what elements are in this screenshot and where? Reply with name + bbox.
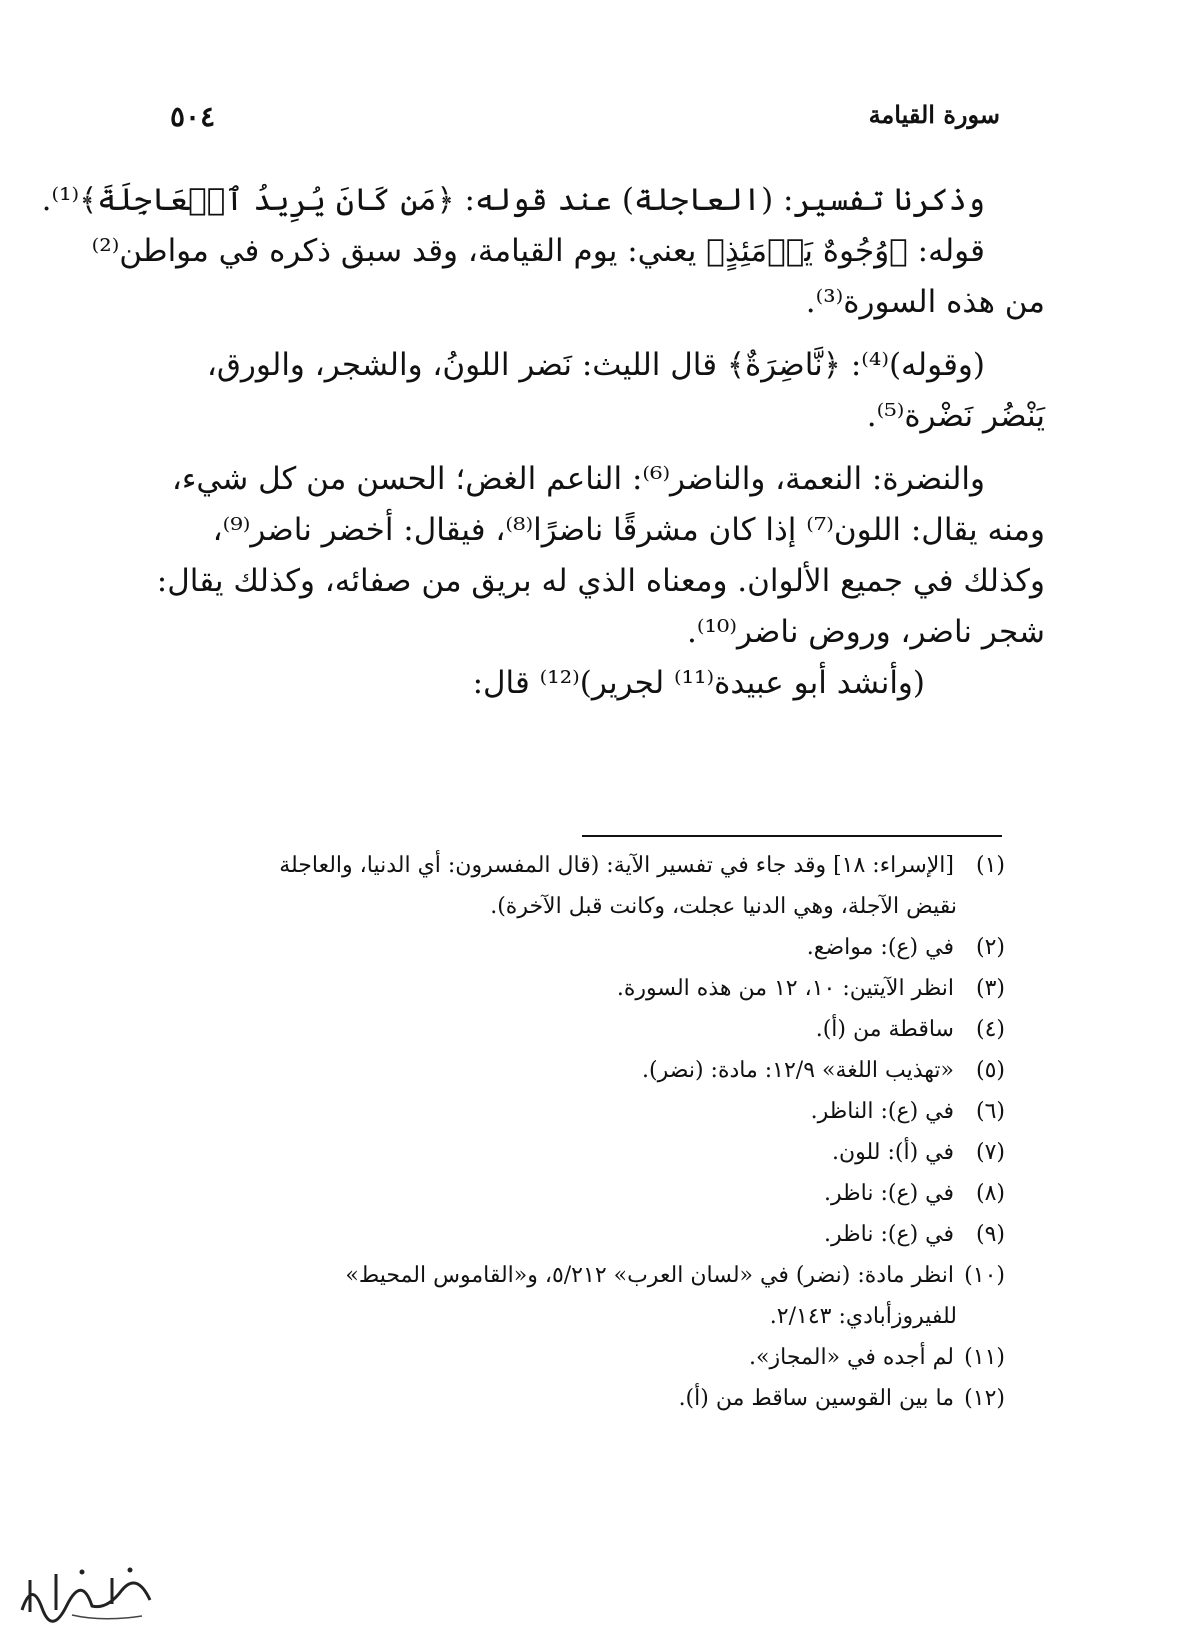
footnote-item (130, 1255, 1005, 1296)
footnote-number: (٣) (975, 976, 1005, 1001)
body-line: قوله: ﴿وُجُوهٌ يَوۡمَئِذٍ﴾ يعني: يوم القيامة، وقد سبق ذكره في مواطن⁽²⁾ (91, 233, 985, 269)
footnote-number: (٤) (975, 1017, 1005, 1042)
body-line: وذكرنا تفسير: (العاجلة) عند قوله: ﴿مَن كَانَ يُرِيدُ ٱلۡعَاجِلَةَ﴾⁽¹⁾. (41, 182, 985, 218)
footnote-divider (582, 835, 1002, 837)
calligraphy-logo-icon (12, 1560, 162, 1630)
footnote-number: (٩) (975, 1222, 1005, 1247)
footnote-continuation: للفيروزأبادي: ٢/١٤٣. (769, 1304, 957, 1329)
body-line: (وقوله)⁽⁴⁾: ﴿نَّاضِرَةٌ﴾ قال الليث: نَضر اللونُ، والشجر، والورق، (206, 347, 985, 383)
footnote-text: انظر مادة: (نضر) في «لسان العرب» ٥/٢١٢، و«القاموس المحيط» (345, 1263, 954, 1288)
footnote-item (130, 1091, 1005, 1132)
footnote-number: (١٢) (964, 1386, 1005, 1411)
footnote-item (130, 968, 1005, 1009)
footnote-text: في (ع): مواضع. (806, 935, 954, 960)
body-line: شجر ناضر، وروض ناضر⁽¹⁰⁾. (687, 614, 1045, 650)
footnote-continuation: نقيض الآجلة، وهي الدنيا عجلت، وكانت قبل الآخرة). (490, 894, 957, 919)
footnote-item (130, 927, 1005, 968)
footnote-number: (٨) (975, 1181, 1005, 1206)
footnote-text: في (أ): للون. (831, 1140, 954, 1165)
watermark-logo (12, 1560, 162, 1630)
body-line: يَنْضُر نَضْرة⁽⁵⁾. (866, 398, 1045, 434)
surah-title: سورة القيامة (868, 100, 1000, 129)
footnote-text: لم أجده في «المجاز». (749, 1345, 954, 1370)
footnote-text: ساقطة من (أ). (815, 1017, 954, 1042)
footnote-number: (٥) (975, 1058, 1005, 1083)
footnote-item (130, 1009, 1005, 1050)
footnote-item (130, 1214, 1005, 1255)
footnote-text: في (ع): ناظر. (823, 1181, 954, 1206)
footnote-item (130, 1378, 1005, 1419)
body-line: وكذلك في جميع الألوان. ومعناه الذي له بريق من صفائه، وكذلك يقال: (156, 563, 1045, 599)
footnote-number: (١١) (964, 1345, 1005, 1370)
footnote-item (130, 1337, 1005, 1378)
footnote-number: (١٠) (964, 1263, 1005, 1288)
footnote-item (130, 1050, 1005, 1091)
footnote-text: [الإسراء: ١٨] وقد جاء في تفسير الآية: (قال المفسرون: أي الدنيا، والعاجلة (279, 853, 954, 878)
footnote-number: (٢) (975, 935, 1005, 960)
footnote-number: (٧) (975, 1140, 1005, 1165)
page-number: ٥٠٤ (170, 100, 216, 133)
footnote-text: في (ع): الناظر. (810, 1099, 954, 1124)
footnote-number: (١) (975, 853, 1005, 878)
body-line: (وأنشد أبو عبيدة⁽¹¹⁾ لجرير)⁽¹²⁾ قال: (472, 665, 925, 701)
footnote-text: في (ع): ناظر. (823, 1222, 954, 1247)
footnote-text: «تهذيب اللغة» ١٢/٩: مادة: (نضر). (642, 1058, 954, 1083)
footnotes (130, 845, 1005, 1419)
footnote-item (130, 845, 1005, 886)
body-line: والنضرة: النعمة، والناضر⁽⁶⁾: الناعم الغض؛ الحسن من كل شيء، (171, 461, 985, 497)
footnote-text: ما بين القوسين ساقط من (أ). (678, 1386, 954, 1411)
footnote-item (130, 1132, 1005, 1173)
page-header (170, 100, 1000, 140)
footnote-text: انظر الآيتين: ١٠، ١٢ من هذه السورة. (616, 976, 954, 1001)
main-text (41, 175, 1045, 709)
body-line: من هذه السورة⁽³⁾. (805, 284, 1045, 320)
body-line: ومنه يقال: اللون⁽⁷⁾ إذا كان مشرقًا ناضرًا⁽⁸⁾، فيقال: أخضر ناضر⁽⁹⁾، (212, 512, 1045, 548)
footnote-number: (٦) (975, 1099, 1005, 1124)
footnote-item (130, 1173, 1005, 1214)
